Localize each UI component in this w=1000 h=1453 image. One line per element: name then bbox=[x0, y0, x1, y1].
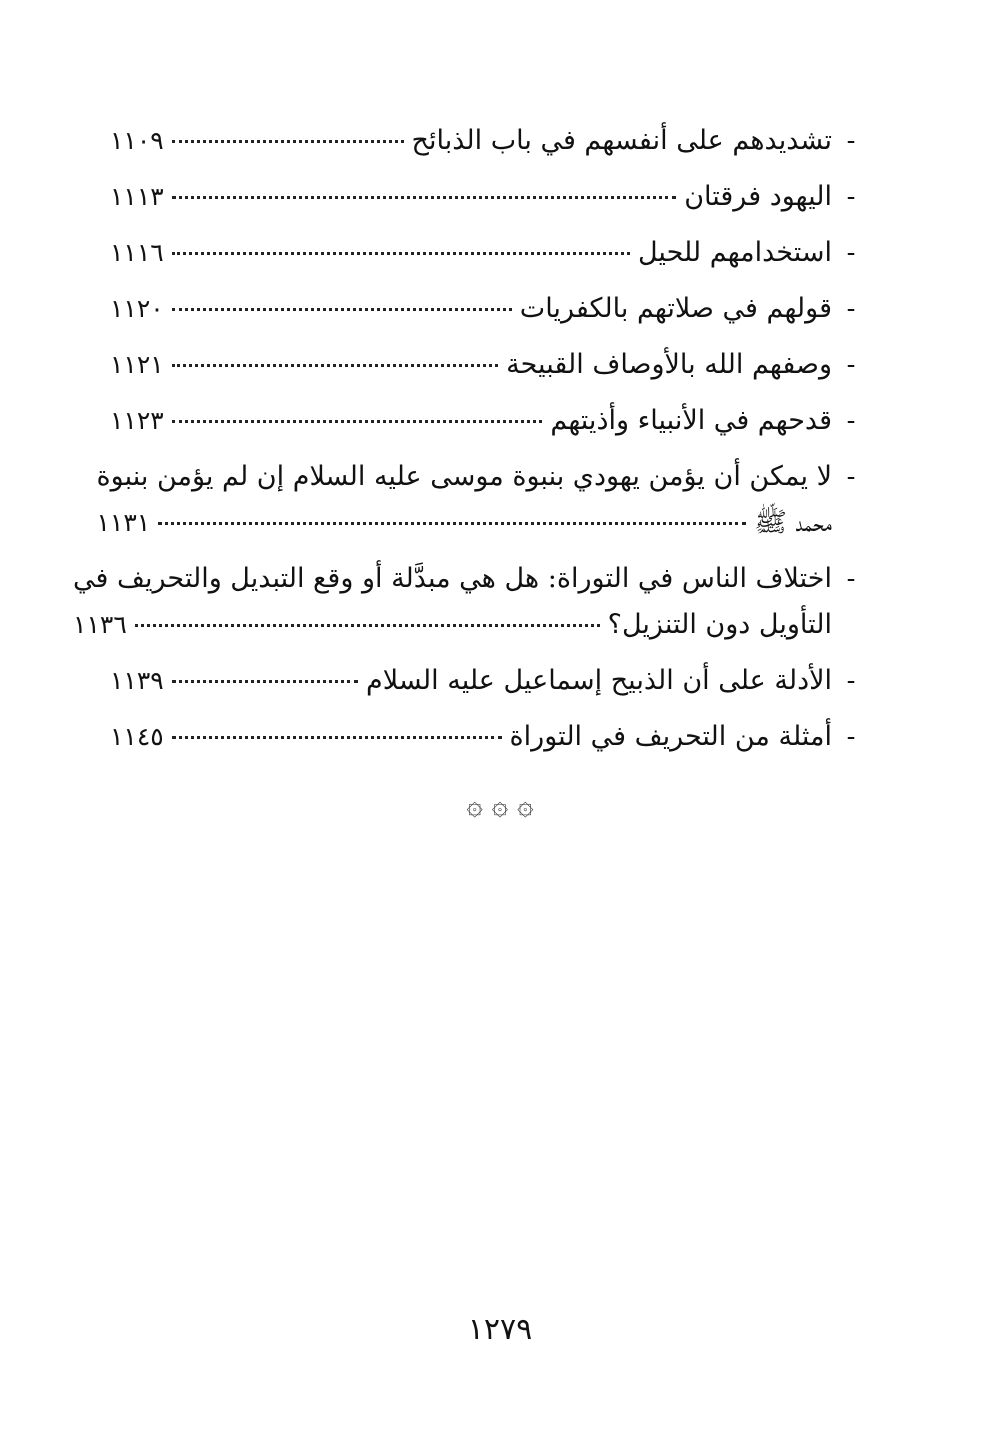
entry-dash: - bbox=[846, 350, 856, 380]
toc-entry bbox=[110, 230, 870, 276]
entry-dash: - bbox=[846, 722, 856, 752]
entry-title: أمثلة من التحريف في التوراة bbox=[509, 721, 832, 752]
entry-page: ١١٣٦ bbox=[73, 610, 127, 639]
entry-page: ١١٣١ bbox=[96, 508, 151, 537]
dot-leader bbox=[158, 522, 746, 525]
entry-title: التأويل دون التنزيل؟ bbox=[607, 609, 832, 640]
entry-page: ١١٢٠ bbox=[110, 294, 164, 323]
entry-page: ١١٠٩ bbox=[110, 126, 164, 155]
dot-leader bbox=[172, 736, 502, 739]
entry-dash: - bbox=[846, 666, 856, 696]
dot-leader bbox=[172, 196, 676, 199]
dot-leader bbox=[172, 140, 404, 143]
entry-title-line1: اختلاف الناس في التوراة: هل هي مبدَّلة أو وقع التبديل والتحريف في bbox=[73, 563, 832, 594]
entry-dash: - bbox=[846, 462, 856, 492]
entry-page: ١١١٦ bbox=[110, 238, 164, 267]
table-of-contents bbox=[73, 118, 870, 770]
page-number: ١٢٧٩ bbox=[467, 1312, 533, 1347]
toc-entry bbox=[96, 454, 870, 546]
entry-dash: - bbox=[846, 126, 856, 156]
toc-entry bbox=[110, 118, 870, 164]
entry-dash: - bbox=[846, 406, 856, 436]
dot-leader bbox=[172, 252, 630, 255]
dot-leader bbox=[172, 364, 498, 367]
entry-title: قولهم في صلاتهم بالكفريات bbox=[519, 293, 832, 324]
dot-leader bbox=[172, 680, 358, 683]
toc-entry bbox=[110, 398, 870, 444]
entry-page: ١١٣٩ bbox=[110, 666, 164, 695]
entry-title: الأدلة على أن الذبيح إسماعيل عليه السلام bbox=[366, 665, 832, 696]
entry-title: استخدامهم للحيل bbox=[637, 237, 832, 268]
entry-dash: - bbox=[846, 238, 856, 268]
toc-entry bbox=[110, 342, 870, 388]
toc-entry bbox=[110, 286, 870, 332]
entry-page: ١١٤٥ bbox=[110, 722, 164, 751]
entry-title: تشديدهم على أنفسهم في باب الذبائح bbox=[411, 125, 832, 156]
toc-entry bbox=[110, 658, 870, 704]
entry-page: ١١٢١ bbox=[110, 350, 164, 379]
entry-title: وصفهم الله بالأوصاف القبيحة bbox=[506, 349, 832, 380]
entry-dash: - bbox=[846, 564, 856, 594]
entry-title-line1: لا يمكن أن يؤمن يهودي بنبوة موسى عليه السلام إن لم يؤمن بنبوة bbox=[96, 461, 832, 492]
dot-leader bbox=[172, 308, 512, 311]
toc-entry bbox=[73, 556, 870, 648]
toc-entry bbox=[110, 174, 870, 220]
entry-dash: - bbox=[846, 182, 856, 212]
dot-leader bbox=[135, 624, 600, 627]
dot-leader bbox=[172, 420, 543, 423]
entry-page: ١١٢٣ bbox=[110, 406, 164, 435]
entry-title: اليهود فرقتان bbox=[684, 181, 832, 212]
entry-title: محمد ﷺ bbox=[754, 507, 832, 538]
entry-title: قدحهم في الأنبياء وأذيتهم bbox=[550, 405, 832, 436]
entry-page: ١١١٣ bbox=[110, 182, 164, 211]
toc-entry bbox=[110, 714, 870, 760]
ornament-divider: ۞ ۞ ۞ bbox=[466, 788, 534, 821]
entry-dash: - bbox=[846, 294, 856, 324]
